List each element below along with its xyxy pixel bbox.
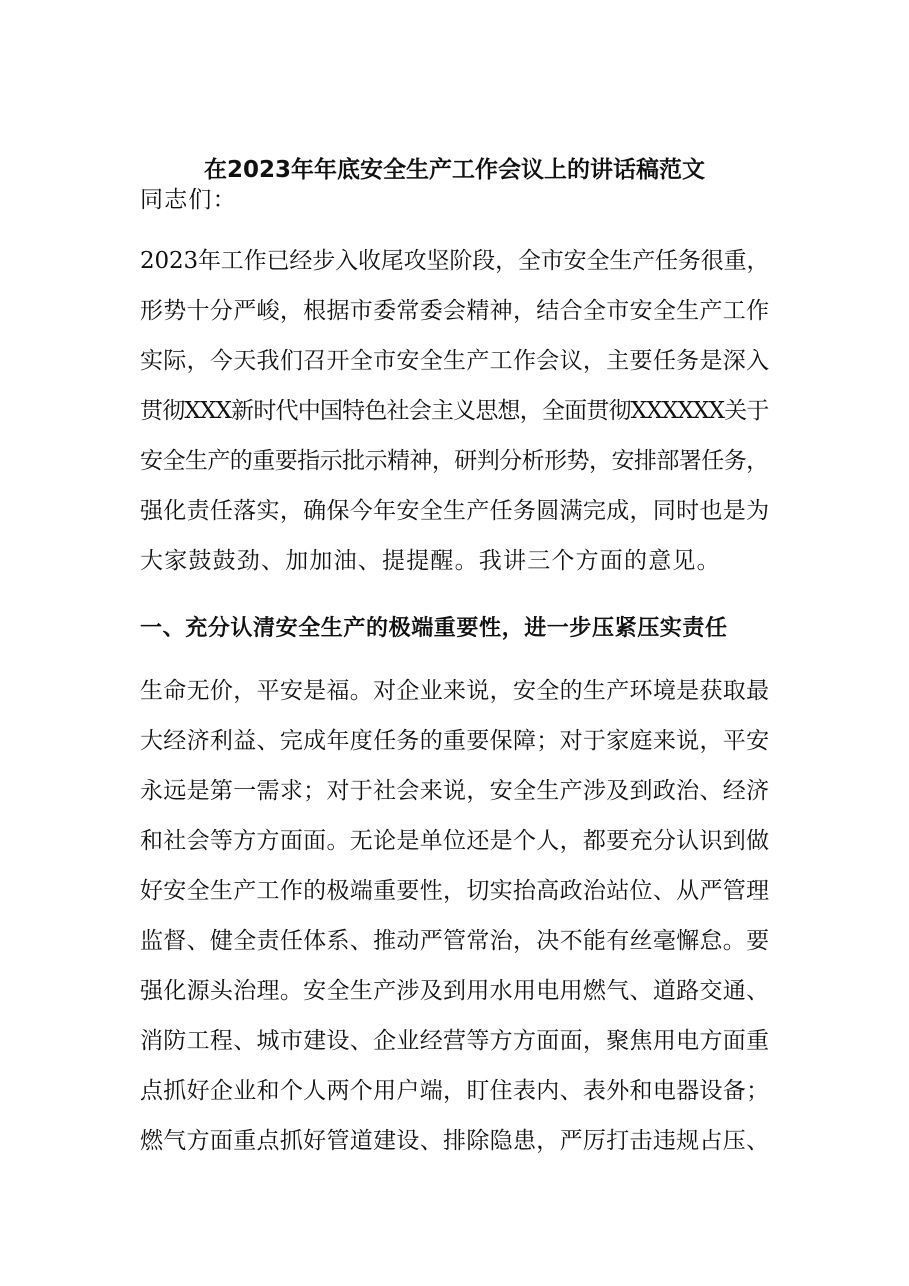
intro-line-7: 大家鼓鼓劲、加加油、提提醒。我讲三个方面的意见。 — [140, 548, 721, 574]
salutation: 同志们： — [140, 187, 237, 213]
intro-line-6: 强化责任落实，确保今年安全生产任务圆满完成，同时也是为 — [140, 498, 770, 524]
section1-line-3: 永远是第一需求；对于社会来说，安全生产涉及到政治、经济 — [140, 778, 770, 804]
section1-line-5: 好安全生产工作的极端重要性，切实抬高政治站位、从严管理 — [140, 878, 770, 904]
section1-line-2: 大经济利益、完成年度任务的重要保障；对于家庭来说，平安 — [140, 728, 770, 754]
section1-line-10: 燃气方面重点抓好管道建设、排除隐患，严厉打击违规占压、 — [140, 1128, 770, 1154]
intro-line-2: 形势十分严峻，根据市委常委会精神，结合全市安全生产工作 — [140, 298, 770, 324]
section1-line-6: 监督、健全责任体系、推动严管常治，决不能有丝毫懈怠。要 — [140, 928, 770, 954]
section1-line-8: 消防工程、城市建设、企业经营等方方面面，聚焦用电方面重 — [140, 1028, 770, 1054]
intro-line-5: 安全生产的重要指示批示精神，研判分析形势，安排部署任务， — [140, 448, 769, 474]
section1-line-9: 点抓好企业和个人两个用户端，盯住表内、表外和电器设备； — [140, 1078, 770, 1104]
intro-line-3: 实际，今天我们召开全市安全生产工作会议，主要任务是深入 — [140, 348, 770, 374]
section1-line-4: 和社会等方方面面。无论是单位还是个人，都要充分认识到做 — [140, 828, 770, 854]
document-title: 在2023年年底安全生产工作会议上的讲话稿范文 — [203, 157, 705, 183]
section1-line-1: 生命无价，平安是福。对企业来说，安全的生产环境是获取最 — [140, 678, 770, 704]
intro-line-1: 2023年工作已经步入收尾攻坚阶段，全市安全生产任务很重， — [140, 248, 770, 274]
section-heading-1: 一、充分认清安全生产的极端重要性，进一步压紧压实责任 — [140, 616, 728, 641]
intro-line-4: 贯彻XXX新时代中国特色社会主义思想，全面贯彻XXXXXX关于 — [140, 398, 769, 424]
section1-line-7: 强化源头治理。安全生产涉及到用水用电用燃气、道路交通、 — [140, 978, 770, 1004]
